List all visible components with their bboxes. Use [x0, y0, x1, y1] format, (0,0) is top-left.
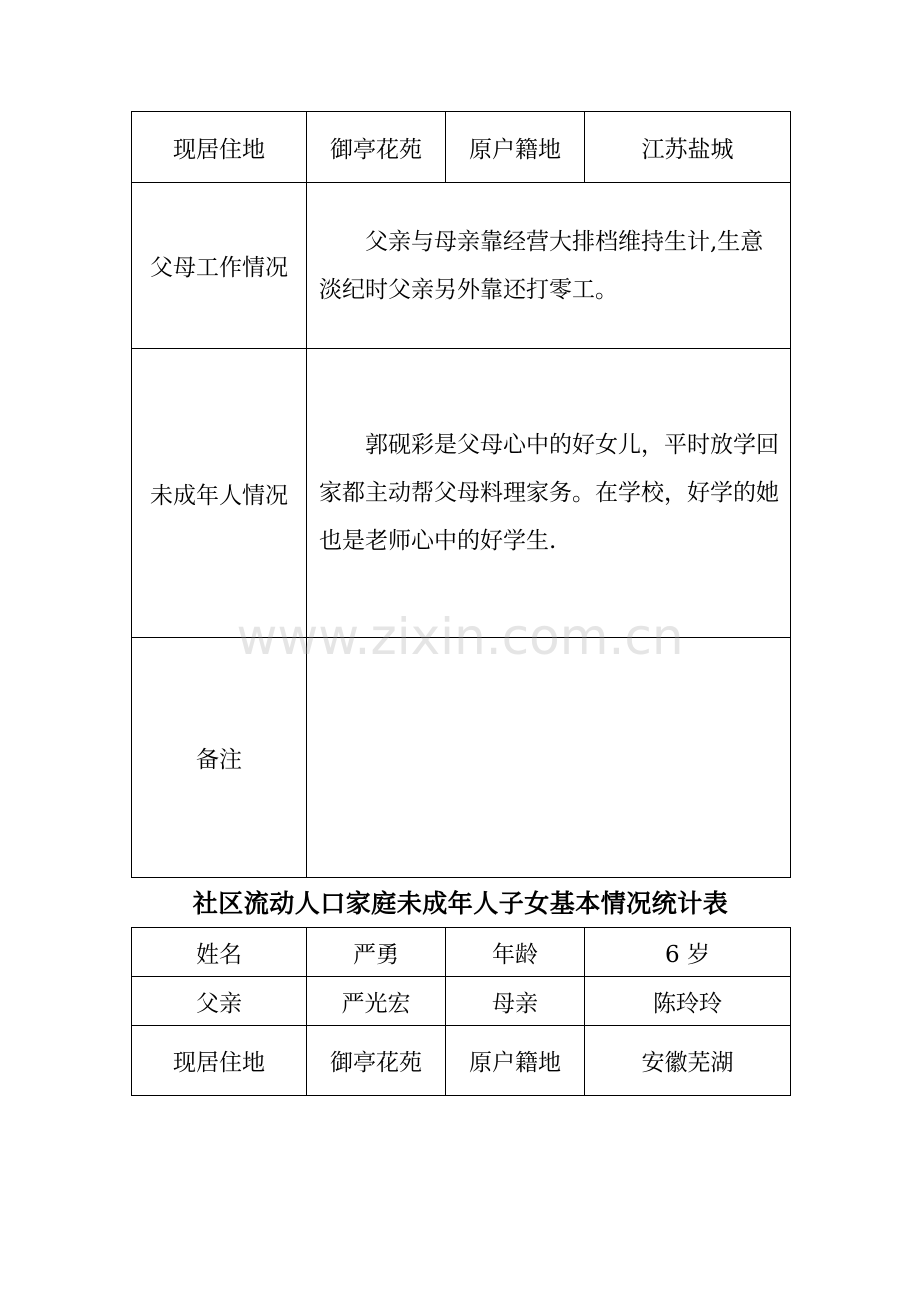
name-value: 严勇	[307, 928, 446, 977]
mother-value: 陈玲玲	[585, 977, 791, 1026]
table-row	[132, 1026, 791, 1096]
parents-work-text: 父亲与母亲靠经营大排档维持生计,生意淡纪时父亲另外靠还打零工。	[307, 183, 791, 349]
table-row	[132, 638, 791, 878]
residence-label: 现居住地	[132, 1026, 307, 1096]
name-label: 姓名	[132, 928, 307, 977]
minor-text: 郭砚彩是父母心中的好女儿，平时放学回家都主动帮父母料理家务。在学校，好学的她也是老师心中的好学生.	[307, 349, 791, 638]
page-title: 社区流动人口家庭未成年人子女基本情况统计表	[192, 889, 729, 918]
residence-value: 御亭花苑	[307, 112, 446, 183]
father-value: 严光宏	[307, 977, 446, 1026]
age-label: 年龄	[446, 928, 585, 977]
age-value: 6 岁	[585, 928, 791, 977]
table-row	[132, 349, 791, 638]
origin-label: 原户籍地	[446, 112, 585, 183]
parents-work-label: 父母工作情况	[132, 183, 307, 349]
table-row	[132, 928, 791, 977]
mother-label: 母亲	[446, 977, 585, 1026]
residence-label: 现居住地	[132, 112, 307, 183]
minor-label: 未成年人情况	[132, 349, 307, 638]
origin-value: 江苏盐城	[585, 112, 791, 183]
remarks-label: 备注	[132, 638, 307, 878]
father-label: 父亲	[132, 977, 307, 1026]
table-row	[132, 977, 791, 1026]
table-row	[132, 112, 791, 183]
remarks-text	[307, 638, 791, 878]
bottom-info-table	[131, 927, 791, 1096]
watermark: www.zixin.com.cn	[236, 608, 684, 666]
origin-label: 原户籍地	[446, 1026, 585, 1096]
top-info-table	[131, 111, 791, 878]
origin-value: 安徽芜湖	[585, 1026, 791, 1096]
residence-value: 御亭花苑	[307, 1026, 446, 1096]
table-row	[132, 183, 791, 349]
